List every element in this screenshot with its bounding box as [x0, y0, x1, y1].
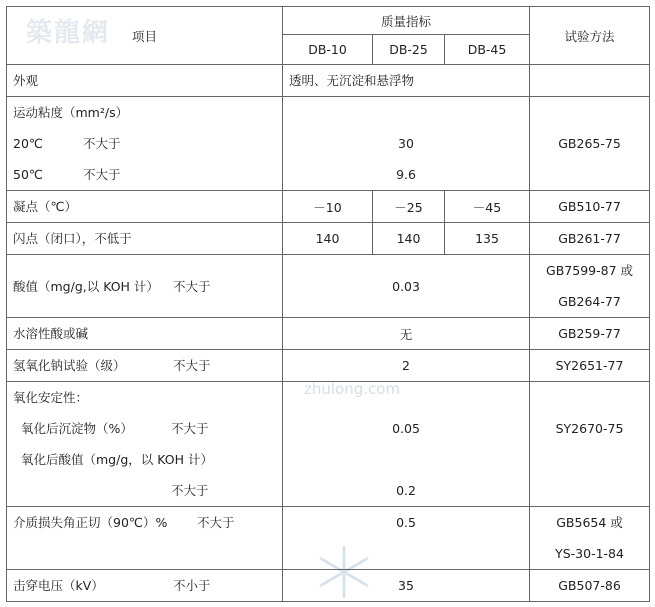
- viscosity-method-cell: [530, 97, 650, 191]
- breakdown-method: GB507-86: [530, 570, 650, 602]
- flash-point-label: 闪点（闭口），不低于: [13, 231, 132, 246]
- dielectric-method-2: YS-30-1-84: [555, 546, 624, 561]
- oxidation-acid-cond: 不大于: [171, 483, 209, 498]
- pour-point-label-cell: [7, 191, 283, 223]
- pour-point-db45: －45: [445, 191, 530, 223]
- row-naoh: [7, 350, 650, 382]
- header-method: 试验方法: [530, 7, 650, 65]
- row-water-acid: [7, 318, 650, 350]
- flash-point-db45: 135: [445, 223, 530, 255]
- oxidation-method: SY2670-75: [555, 421, 624, 436]
- row-appearance: [7, 65, 650, 97]
- breakdown-label: 击穿电压（kV）: [13, 578, 104, 593]
- naoh-cond: 不大于: [173, 358, 211, 373]
- dielectric-label-cell: [7, 507, 283, 570]
- header-item: 项目: [7, 7, 283, 65]
- acid-value: 0.03: [283, 255, 530, 318]
- row-flash-point: [7, 223, 650, 255]
- pour-point-label: 凝点（℃）: [13, 199, 78, 214]
- viscosity-value-50: 9.6: [396, 167, 416, 182]
- pour-point-method: GB510-77: [530, 191, 650, 223]
- row-acid-value: [7, 255, 650, 318]
- viscosity-temp-50: 50℃: [13, 167, 43, 182]
- appearance-label-cell: [7, 65, 283, 97]
- acid-method-1: GB7599-87 或: [546, 263, 633, 278]
- flash-point-method: GB261-77: [530, 223, 650, 255]
- pour-point-db25: －25: [373, 191, 445, 223]
- appearance-label: 外观: [13, 73, 39, 88]
- pour-point-db10: －10: [283, 191, 373, 223]
- flash-point-db10: 140: [283, 223, 373, 255]
- dielectric-value: 0.5: [396, 515, 416, 530]
- oxidation-acid-label: 氧化后酸值（mg/g，以 KOH 计）: [21, 452, 213, 467]
- appearance-value-cell: [283, 65, 530, 97]
- acid-label: 酸值（mg/g,以 KOH 计）: [13, 278, 159, 294]
- appearance-value: 透明、无沉淀和悬浮物: [289, 73, 415, 88]
- breakdown-cond: 不小于: [173, 578, 211, 593]
- oxidation-value-cell: [283, 382, 530, 507]
- grade-db10: DB-10: [283, 35, 373, 65]
- breakdown-label-cell: [7, 570, 283, 602]
- oxidation-sediment-value: 0.05: [392, 421, 420, 436]
- water-acid-method: GB259-77: [530, 318, 650, 350]
- acid-cond: 不大于: [173, 278, 211, 294]
- breakdown-value: 35: [283, 570, 530, 602]
- dielectric-label: 介质损失角正切（90℃）%: [13, 515, 168, 530]
- grade-db25: DB-25: [373, 35, 445, 65]
- grade-db45: DB-45: [445, 35, 530, 65]
- oxidation-label-cell: [7, 382, 283, 507]
- row-breakdown: [7, 570, 650, 602]
- row-pour-point: [7, 191, 650, 223]
- viscosity-label: 运动粘度（mm²/s）: [13, 105, 129, 120]
- naoh-label: 氢氧化钠试验（级）: [13, 358, 126, 373]
- acid-method-2: GB264-77: [558, 294, 621, 309]
- appearance-method-cell: [530, 65, 650, 97]
- naoh-label-cell: [7, 350, 283, 382]
- transformer-oil-spec-table: [6, 6, 650, 602]
- viscosity-value-20: 30: [398, 136, 414, 151]
- header-row: [7, 7, 650, 35]
- naoh-method: SY2651-77: [530, 350, 650, 382]
- naoh-value: 2: [283, 350, 530, 382]
- watermark-logo: 築龍網: [26, 18, 111, 48]
- viscosity-value-cell: [283, 97, 530, 191]
- dielectric-cond: 不大于: [197, 515, 235, 530]
- flash-point-label-cell: [7, 223, 283, 255]
- viscosity-cond-20: 不大于: [83, 136, 121, 151]
- dielectric-value-cell: [283, 507, 530, 570]
- acid-method-cell: [530, 255, 650, 318]
- oxidation-method-cell: [530, 382, 650, 507]
- acid-label-cell: [7, 255, 283, 318]
- oxidation-sediment-cond: 不大于: [171, 421, 209, 436]
- dielectric-method-cell: [530, 507, 650, 570]
- flash-point-db25: 140: [373, 223, 445, 255]
- row-viscosity: [7, 97, 650, 191]
- viscosity-method: GB265-75: [558, 136, 621, 151]
- oxidation-label: 氧化安定性：: [13, 390, 89, 405]
- viscosity-cond-50: 不大于: [83, 167, 121, 182]
- oxidation-sediment-label: 氧化后沉淀物（%）: [21, 421, 133, 436]
- water-acid-label-cell: [7, 318, 283, 350]
- header-quality: 质量指标: [283, 7, 530, 35]
- water-acid-label: 水溶性酸或碱: [13, 326, 89, 341]
- dielectric-method-1: GB5654 或: [556, 515, 623, 530]
- watermark-url: zhulong.com: [304, 380, 401, 398]
- water-acid-value: 无: [283, 318, 530, 350]
- viscosity-label-cell: [7, 97, 283, 191]
- oxidation-acid-value: 0.2: [396, 483, 416, 498]
- row-oxidation: [7, 382, 650, 507]
- viscosity-temp-20: 20℃: [13, 136, 43, 151]
- row-dielectric: [7, 507, 650, 570]
